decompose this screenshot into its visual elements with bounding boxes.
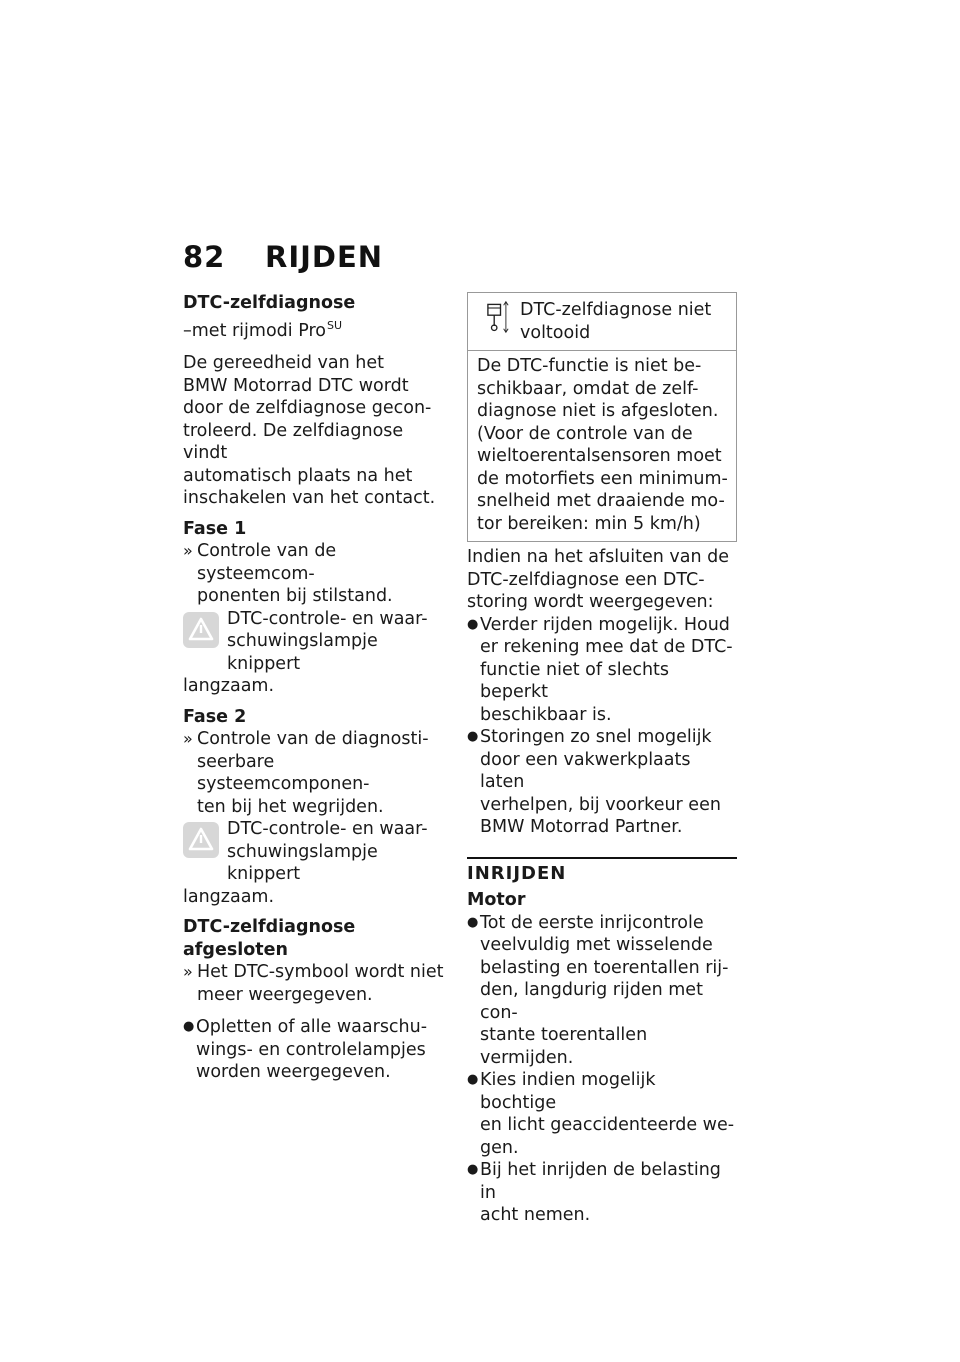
text-line: DTC-zelfdiagnose niet <box>520 300 712 320</box>
text-line: stante toerentallen vermijden. <box>480 1025 648 1068</box>
bullet-icon: ● <box>183 1019 195 1034</box>
text-line: voltooid <box>520 322 591 343</box>
right-column <box>467 292 737 1227</box>
list-item <box>467 1069 737 1159</box>
fase-1-heading: Fase 1 <box>183 518 247 539</box>
left-column <box>183 292 448 1084</box>
text-line: Storingen zo snel mogelijk <box>480 727 712 747</box>
text-line: Het DTC-symbool wordt niet <box>197 962 444 982</box>
text-line: BMW Motorrad Partner. <box>480 817 683 837</box>
text-line: de motorfiets een minimum- <box>477 468 728 489</box>
bullet-icon: ● <box>467 1162 479 1177</box>
bullet-icon: ● <box>467 914 479 930</box>
text-line: De gereedheid van het <box>183 353 384 373</box>
text-line: DTC-controle- en waar- <box>227 608 428 629</box>
list-item <box>467 1159 737 1227</box>
note-box <box>467 292 737 542</box>
text-line: functie niet of slechts beperkt <box>480 659 670 702</box>
text-line: ten bij het wegrijden. <box>197 796 384 817</box>
text-line: Indien na het afsluiten van de <box>467 547 730 567</box>
warning-lamp-row <box>183 818 448 908</box>
bullet-icon: ● <box>467 729 479 744</box>
section-heading-dtc: DTC-zelfdiagnose <box>183 293 356 313</box>
text-line: belasting en toerentallen rij- <box>480 957 729 978</box>
text-line: Kies indien mogelijk bochtige <box>480 1070 656 1113</box>
text-line: wieltoerentalsensoren moet <box>477 446 722 466</box>
text-line: DTC-zelfdiagnose een DTC- <box>467 569 705 590</box>
text-line: en licht geaccidenteerde we- <box>480 1115 735 1135</box>
arrow-icon: » <box>183 541 193 560</box>
text-line: er rekening mee dat de DTC- <box>480 637 733 657</box>
text-line: ponenten bij stilstand. <box>197 586 393 606</box>
page-header <box>183 240 383 280</box>
text-line: schuwingslampje knippert <box>227 631 378 674</box>
text-line: storing wordt weergegeven: <box>467 592 714 612</box>
arrow-icon: » <box>183 729 193 748</box>
bullet-icon: ● <box>467 616 479 632</box>
text-line: Controle van de diagnosti- <box>197 729 429 749</box>
chapter-title: RIJDEN <box>265 240 384 274</box>
result-item <box>183 540 448 608</box>
text-line: door een vakwerkplaats laten <box>480 749 691 792</box>
subsection-heading-motor: Motor <box>467 890 526 910</box>
note-title <box>520 299 711 344</box>
text-line: acht nemen. <box>480 1205 591 1225</box>
subtitle-sup: SU <box>326 318 343 332</box>
result-item <box>183 961 448 1006</box>
result-item <box>183 728 448 818</box>
list-item <box>467 726 737 839</box>
text-line: diagnose niet is afgesloten. <box>477 401 719 421</box>
after-diagnosis-paragraph <box>467 546 737 614</box>
text-line: Tot de eerste inrijcontrole <box>480 912 704 933</box>
warning-lamp-row <box>183 608 448 698</box>
note-header <box>468 293 736 351</box>
text-line: DTC-controle- en waar- <box>227 819 428 839</box>
section-divider <box>467 857 737 859</box>
text-line: gen. <box>480 1137 519 1158</box>
text-line: (Voor de controle van de <box>477 423 693 444</box>
page-number: 82 <box>183 240 226 274</box>
intro-paragraph <box>183 352 448 510</box>
text-line: den, langdurig rijden met con- <box>480 980 703 1023</box>
note-body <box>468 351 736 541</box>
subtitle-text: –met rijmodi Pro <box>183 320 326 341</box>
text-line: beschikbaar is. <box>480 704 612 725</box>
text-line: langzaam. <box>183 886 275 907</box>
text-line: Controle van de systeemcom- <box>197 541 337 584</box>
text-line: tor bereiken: min 5 km/h) <box>477 513 701 534</box>
text-line: troleerd. De zelfdiagnose vindt <box>183 420 404 463</box>
bullet-icon: ● <box>467 1072 479 1087</box>
text-line: schikbaar, omdat de zelf- <box>477 378 699 399</box>
text-line: meer weergegeven. <box>197 984 373 1005</box>
text-line: seerbare systeemcomponen- <box>197 751 370 794</box>
text-line: veelvuldig met wisselende <box>480 935 713 955</box>
text-line: wings- en controlelampjes <box>196 1039 426 1060</box>
fase-2-heading: Fase 2 <box>183 706 247 727</box>
text-line: BMW Motorrad DTC wordt <box>183 375 409 396</box>
section-heading-inrijden: INRIJDEN <box>467 862 567 884</box>
text-line: langzaam. <box>183 676 275 696</box>
dtc-warning-lamp-icon <box>183 822 219 858</box>
diagnosis-complete-heading: DTC-zelfdiagnose afgesloten <box>183 917 356 960</box>
list-item <box>467 614 737 727</box>
text-line: Verder rijden mogelijk. Houd <box>480 614 730 635</box>
dtc-warning-lamp-icon <box>183 612 219 648</box>
text-line: automatisch plaats na het <box>183 465 413 486</box>
subtitle-riding-modes <box>183 315 448 343</box>
text-line: De DTC-functie is niet be- <box>477 356 702 376</box>
arrow-icon: » <box>183 962 193 981</box>
text-line: verhelpen, bij voorkeur een <box>480 794 721 815</box>
list-item <box>183 1016 448 1084</box>
text-line: worden weergegeven. <box>196 1062 391 1082</box>
list-item <box>467 912 737 1070</box>
piston-note-icon <box>478 299 520 342</box>
text-line: snelheid met draaiende mo- <box>477 491 725 511</box>
text-line: Opletten of alle waarschu- <box>196 1017 428 1037</box>
text-line: Bij het inrijden de belasting in <box>480 1160 721 1203</box>
text-line: inschakelen van het contact. <box>183 488 436 508</box>
text-line: schuwingslampje knippert <box>227 841 378 884</box>
text-line: door de zelfdiagnose gecon- <box>183 398 432 418</box>
